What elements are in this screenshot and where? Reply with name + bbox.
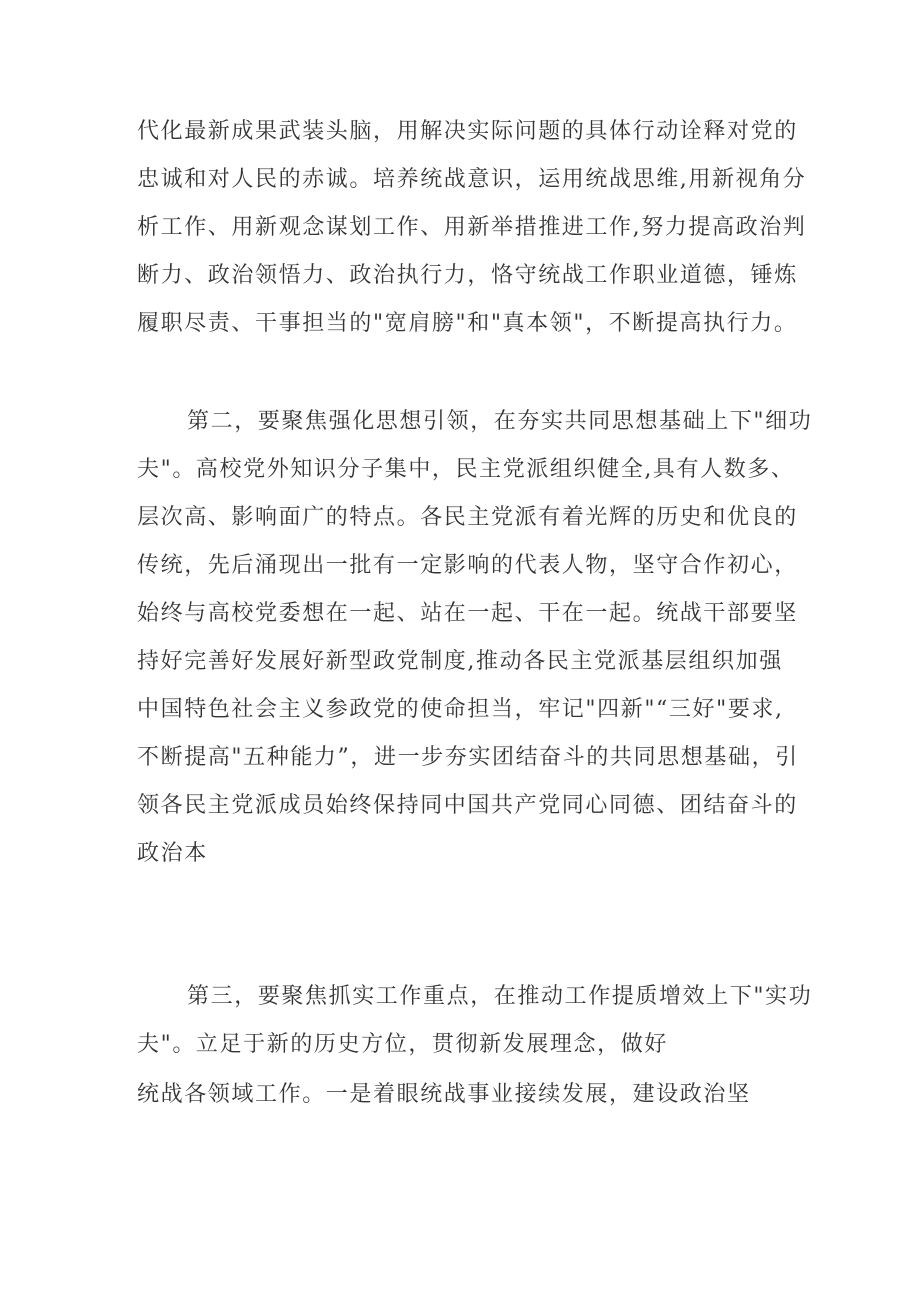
text-line: 层次高、影响面广的特点。各民主党派有着光辉的历史和优良的 — [137, 505, 798, 530]
text-line: 第三，要聚焦抓实工作重点，在推动工作提质增效上下"实功 — [187, 984, 813, 1009]
text-line: 夫"。高校党外知识分子集中，民主党派组织健全,具有人数多、 — [137, 457, 795, 482]
text-line: 中国特色社会主义参政党的使命担当，牢记"四新"“三好"要求, — [137, 697, 784, 722]
text-line: 履职尽责、干事担当的"宽肩膀"和"真本领"，不断提高执行力。 — [137, 311, 798, 336]
text-line: 领各民主党派成员始终保持同中国共产党同心同德、团结奋斗的 — [137, 793, 798, 818]
text-line: 统战各领域工作。一是着眼统战事业接续发展，建设政治坚 — [137, 1082, 751, 1107]
text-line: 传统，先后涌现出一批有一定影响的代表人物，坚守合作初心， — [137, 553, 798, 578]
text-line: 始终与高校党委想在一起、站在一起、干在一起。统战干部要坚 — [137, 601, 798, 626]
text-line: 代化最新成果武装头脑，用解决实际问题的具体行动诠释对党的 — [137, 119, 798, 144]
text-line: 不断提高"五种能力”，进一步夯实团结奋斗的共同思想基础，引 — [137, 745, 799, 770]
text-line: 忠诚和对人民的赤诚。培养统战意识，运用统战思维,用新视角分 — [137, 167, 807, 192]
text-line: 析工作、用新观念谋划工作、用新举措推进工作,努力提高政治判 — [137, 215, 807, 240]
text-line: 政治本 — [137, 841, 208, 866]
text-line: 持好完善好发展好新型政党制度,推动各民主党派基层组织加强 — [137, 649, 783, 674]
text-line: 夫"。立足于新的历史方位，贯彻新发展理念，做好 — [137, 1032, 668, 1057]
text-line: 第二，要聚焦强化思想引领，在夯实共同思想基础上下"细功 — [187, 409, 813, 434]
text-line: 断力、政治领悟力、政治执行力，恪守统战工作职业道德，锤炼 — [137, 263, 798, 288]
